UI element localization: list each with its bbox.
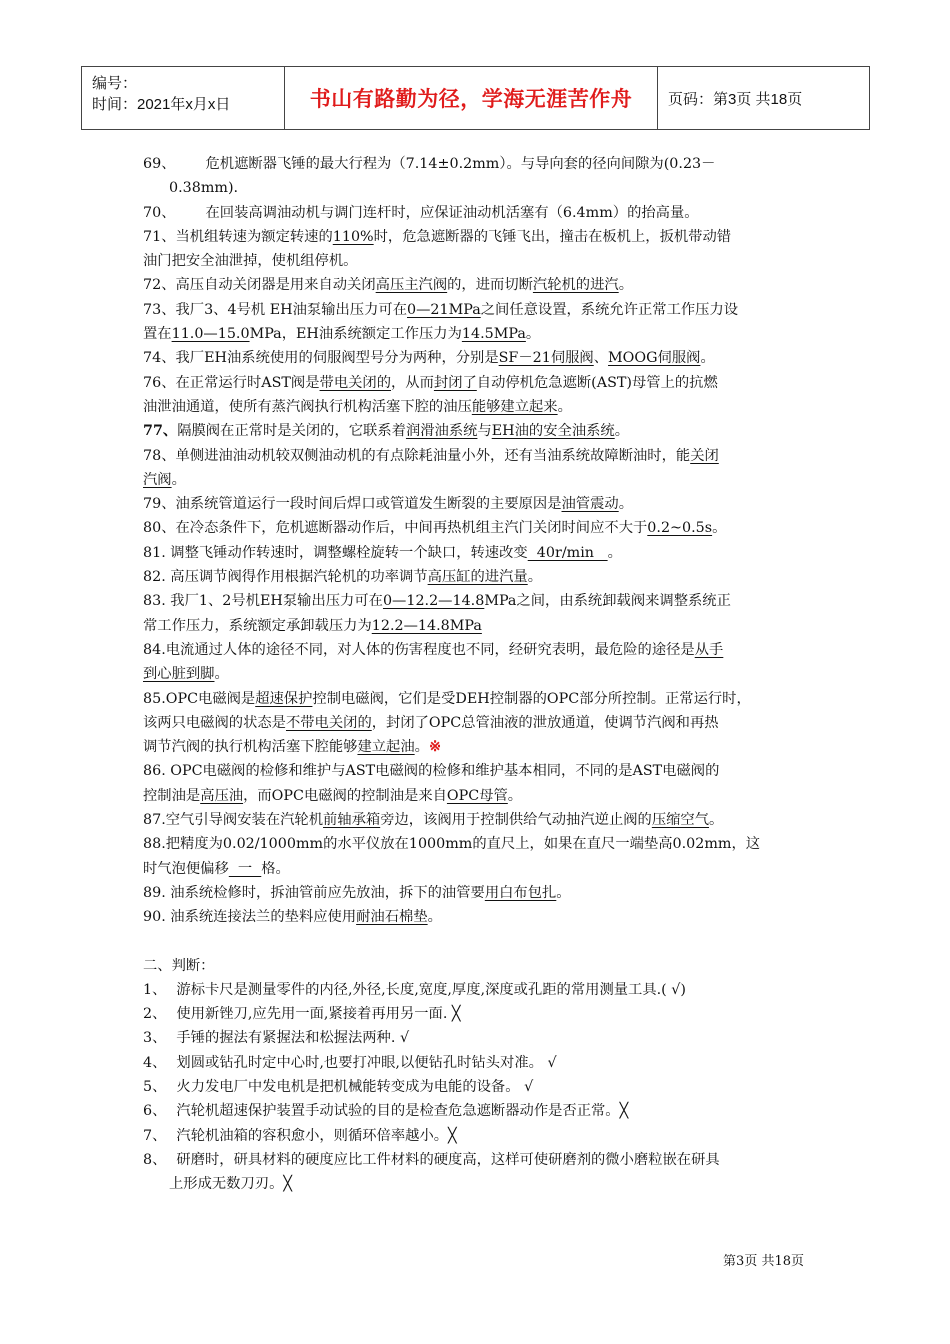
question-81: 81. 调整飞锤动作转速时，调整螺栓旋转一个缺口，转速改变 40r/min 。: [143, 544, 622, 561]
section-gap: [143, 930, 811, 954]
question-69-cont: 0.38mm).: [169, 180, 239, 197]
judge-item: 1、 游标卡尺是测量零件的内径,外径,长度,宽度,厚度,深度或孔距的常用测量工具.( √): [143, 981, 686, 998]
judge-item: 8、 研磨时，研具材料的硬度应比工件材料的硬度高，这样可使研磨剂的微小磨粒嵌在研具: [143, 1151, 720, 1168]
question-73: 73、我厂3、4号机 EH油泵输出压力可在0—21MPa之间任意设置，系统允许正常工作压力设: [143, 301, 739, 318]
page-footer: 第3页 共18页: [723, 1254, 804, 1269]
question-80: 80、在冷态条件下，危机遮断器动作后，中间再热机组主汽门关闭时间应不大于0.2~0.5s。: [143, 520, 727, 537]
question-71: 71、当机组转速为额定转速的110%时，危急遮断器的飞锤飞出，撞击在板机上，扳机带动错: [143, 228, 732, 245]
question-74: 74、我厂EH油系统使用的伺服阀型号分为两种，分别是SF－21伺服阀、MOOG伺服阀。: [143, 350, 715, 367]
question-83: 83. 我厂1、2号机EH泵输出压力可在0—12.2—14.8MPa之间，由系统卸载阀来调整系统正: [143, 593, 731, 610]
judge-item: 2、 使用新锉刀,应先用一面,紧接着再用另一面. ╳: [143, 1006, 461, 1023]
question-78: 78、单侧进油油动机较双侧油动机的有点除耗油量小外，还有当油系统故障断油时，能关闭: [143, 447, 719, 464]
question-70: 70、 在回装高调油动机与调门连杆时，应保证油动机活塞有（6.4mm）的抬高量。: [143, 204, 699, 221]
reference-mark: ※: [428, 739, 441, 756]
question-79: 79、油系统管道运行一段时间后焊口或管道发生断裂的主要原因是油管震动。: [143, 496, 633, 513]
question-83-cont: 常工作压力，系统额定承卸载压力为12.2—14.8MPa: [143, 617, 482, 634]
question-88-cont: 时气泡便偏移 一 格。: [143, 860, 290, 877]
question-84: 84.电流通过人体的途径不同，对人体的伤害程度也不同，经研究表明，最危险的途径是从手: [143, 641, 724, 658]
question-86-cont: 控制油是高压油，而OPC电磁阀的控制油是来自OPC母管。: [143, 787, 523, 804]
header-meta: [82, 67, 285, 129]
header-page-number: 页码：第3页 共18页: [668, 90, 803, 108]
question-72: 72、高压自动关闭器是用来自动关闭高压主汽阀的，进而切断汽轮机的进汽。: [143, 277, 633, 294]
question-85-cont2: 调节汽阀的执行机构活塞下腔能够建立起油。※: [143, 739, 441, 756]
time-label: 时间：2021年x月x日: [92, 96, 231, 113]
question-78-cont: 汽阀。: [143, 471, 186, 488]
question-76: 76、在正常运行时AST阀是带电关闭的，从而封闭了自动停机危急遮断(AST)母管上的抗燃: [143, 374, 718, 391]
question-85-cont: 该两只电磁阀的状态是不带电关闭的，封闭了OPC总管油液的泄放通道，使调节汽阀和再热: [143, 714, 719, 731]
question-87: 87.空气引导阀安装在汽轮机前轴承箱旁边，该阀用于控制供给气动抽汽逆止阀的压缩空气。: [143, 812, 724, 829]
question-69: 69、 危机遮断器飞锤的最大行程为（7.14±0.2mm）。与导向套的径向间隙为(0.23－: [143, 156, 716, 172]
page-header: [81, 66, 870, 130]
question-71-cont: 油门把安全油泄掉，使机组停机。: [143, 253, 358, 270]
question-90: 90. 油系统连接法兰的垫料应使用耐油石棉垫。: [143, 909, 442, 926]
judge-item-cont: 上形成无数刀刃。╳: [169, 1176, 292, 1193]
question-84-cont: 到心脏到脚。: [143, 666, 229, 683]
question-73-cont: 置在11.0—15.0MPa，EH油系统额定工作压力为14.5MPa。: [143, 326, 541, 343]
question-88: 88.把精度为0.02/1000mm的水平仪放在1000mm的直尺上，如果在直尺一端垫高0.02mm，这: [143, 836, 761, 853]
header-motto: 书山有路勤为径，学海无涯苦作舟: [285, 67, 658, 129]
judge-item: 6、 汽轮机超速保护装置手动试验的目的是检查危急遮断器动作是否正常。╳: [143, 1103, 629, 1120]
document-body: [143, 152, 811, 1196]
question-89: 89. 油系统检修时，拆油管前应先放油，拆下的油管要用白布包扎。: [143, 884, 571, 901]
judge-item: 3、 手锤的握法有紧握法和松握法两种. √: [143, 1030, 410, 1047]
judge-item: 7、 汽轮机油箱的容积愈小，则循环倍率越小。╳: [143, 1127, 457, 1144]
judge-item: 5、 火力发电厂中发电机是把机械能转变成为电能的设备。 √: [143, 1078, 534, 1095]
question-85: 85.OPC电磁阀是超速保护控制电磁阀，它们是受DEH控制器的OPC部分所控制。正常运行时，: [143, 690, 751, 707]
judge-item: 4、 划圆或钻孔时定中心时,也要打冲眼,以便钻孔时钻头对准。 √: [143, 1054, 557, 1071]
question-77: 77、隔膜阀在正常时是关闭的，它联系着润滑油系统与EH油的安全油系统。: [143, 423, 630, 440]
question-86: 86. OPC电磁阀的检修和维护与AST电磁阀的检修和维护基本相同，不同的是AST电磁阀的: [143, 763, 720, 780]
section-title-judge: 二、判断：: [143, 957, 215, 974]
question-82: 82. 高压调节阀得作用根据汽轮机的功率调节高压缸的进汽量。: [143, 569, 542, 586]
number-label: 编号：: [92, 75, 138, 92]
question-76-cont: 油泄油通道，使所有蒸汽阀执行机构活塞下腔的油压能够建立起来。: [143, 398, 572, 415]
